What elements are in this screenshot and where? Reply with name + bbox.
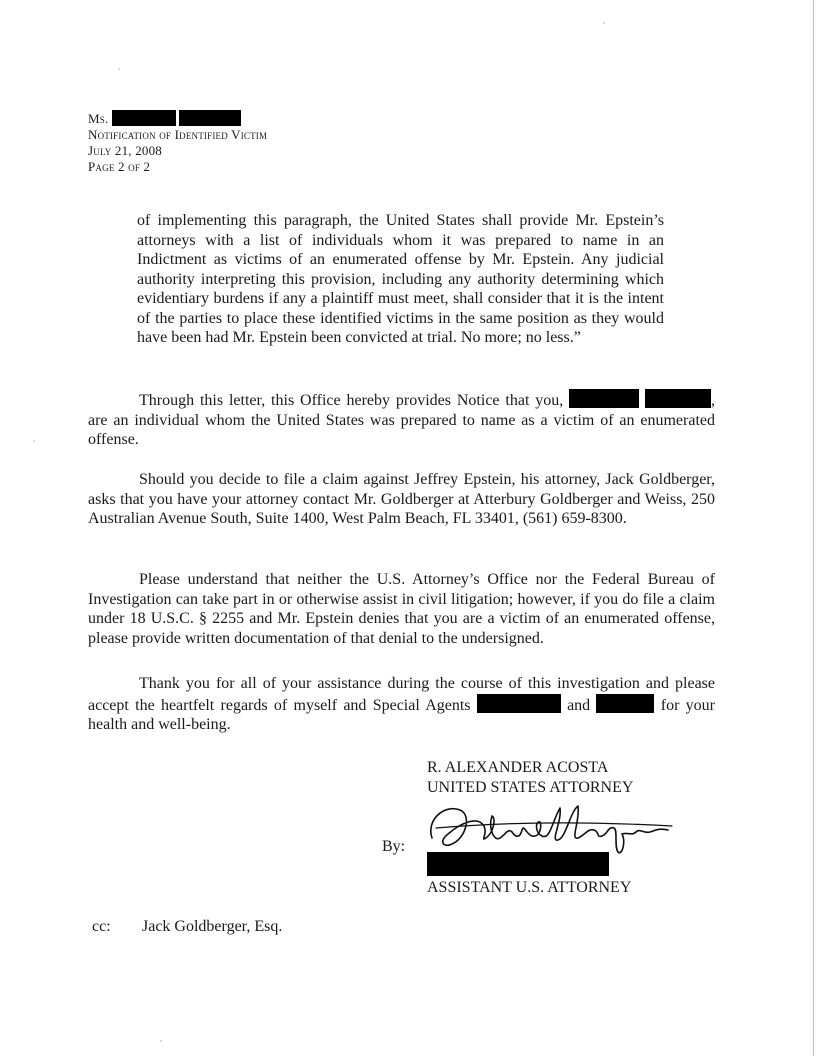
by-label: By:: [382, 838, 406, 855]
redaction-box: [427, 852, 609, 876]
redaction-box: [645, 389, 711, 408]
signer-title: ASSISTANT U.S. ATTORNEY: [427, 879, 632, 896]
thanks-text-end: for your health and well-being.: [88, 696, 716, 733]
civil-litigation-paragraph: Please understand that neither the U.S. Attorney’s Office nor the Federal Bureau of Investigation can take part in or otherwise assist in civil litigation; however, if you do file a claim under 18 U.S.C. § 2255 and Mr. Epstein denies that you are a victim of an enumerated offense, please provide written documentation of that denial to the undersigned.: [88, 571, 715, 647]
redaction-box: [596, 694, 654, 713]
attorney-name: R. ALEXANDER ACOSTA: [427, 759, 609, 776]
quoted-paragraph: of implementing this paragraph, the United States shall provide Mr. Epstein’s attorneys with a list of individuals whom it was prepared to name in an Indictment as victims of an enumerated offense by Mr. Epstein. Any judicial authority interpreting this provision, including any authority determining which evidentiary burdens if any a plaintiff must meet, shall consider that it is the intent of the parties to place these identified victims in the same position as they would have been had Mr. Epstein been convicted at trial. No more; no less.”: [137, 212, 664, 346]
subject-line: Notification of Identified Victim: [88, 127, 268, 142]
salutation-line: [88, 110, 267, 127]
thanks-paragraph: [88, 674, 715, 735]
signature-block: [427, 758, 633, 797]
notice-paragraph: [88, 389, 715, 450]
letter-header: [88, 110, 267, 175]
thanks-text-start: Thank you for all of your assistance during the course of this investigation and please accept the heartfelt regards of myself and Special Agents: [88, 675, 715, 714]
cc-line: [92, 918, 283, 936]
salutation: Ms.: [88, 111, 109, 126]
redaction-box: [477, 694, 561, 713]
scan-speck: [603, 22, 605, 24]
redaction-box: [179, 110, 241, 126]
date-line: July 21, 2008: [88, 143, 163, 158]
page-edge-line: [813, 0, 814, 1056]
redaction-box: [569, 389, 639, 408]
notice-text-end: , are an individual whom the United States was prepared to name as a victim of an enumerated offense.: [88, 392, 716, 448]
attorney-title: UNITED STATES ATTORNEY: [427, 778, 634, 796]
handwritten-signature: [422, 798, 680, 858]
scan-speck: [33, 440, 35, 442]
cc-label: cc:: [92, 918, 111, 935]
page-number: Page 2 of 2: [88, 159, 151, 174]
thanks-text-middle: and: [560, 696, 597, 714]
redaction-box: [112, 110, 176, 126]
scan-speck: [160, 1040, 162, 1042]
scan-speck: [118, 68, 120, 70]
notice-text-start: Through this letter, this Office hereby provides Notice that you,: [139, 392, 570, 409]
claim-paragraph: Should you decide to file a claim against Jeffrey Epstein, his attorney, Jack Goldberger, asks that you have your attorney contact Mr. Goldberger at Atterbury Goldberger and Weiss, 250 Australian Avenue South, Suite 1400, West Palm Beach, FL 33401, (561) 659-8300.: [88, 471, 715, 527]
cc-recipient: Jack Goldberger, Esq.: [142, 918, 283, 935]
